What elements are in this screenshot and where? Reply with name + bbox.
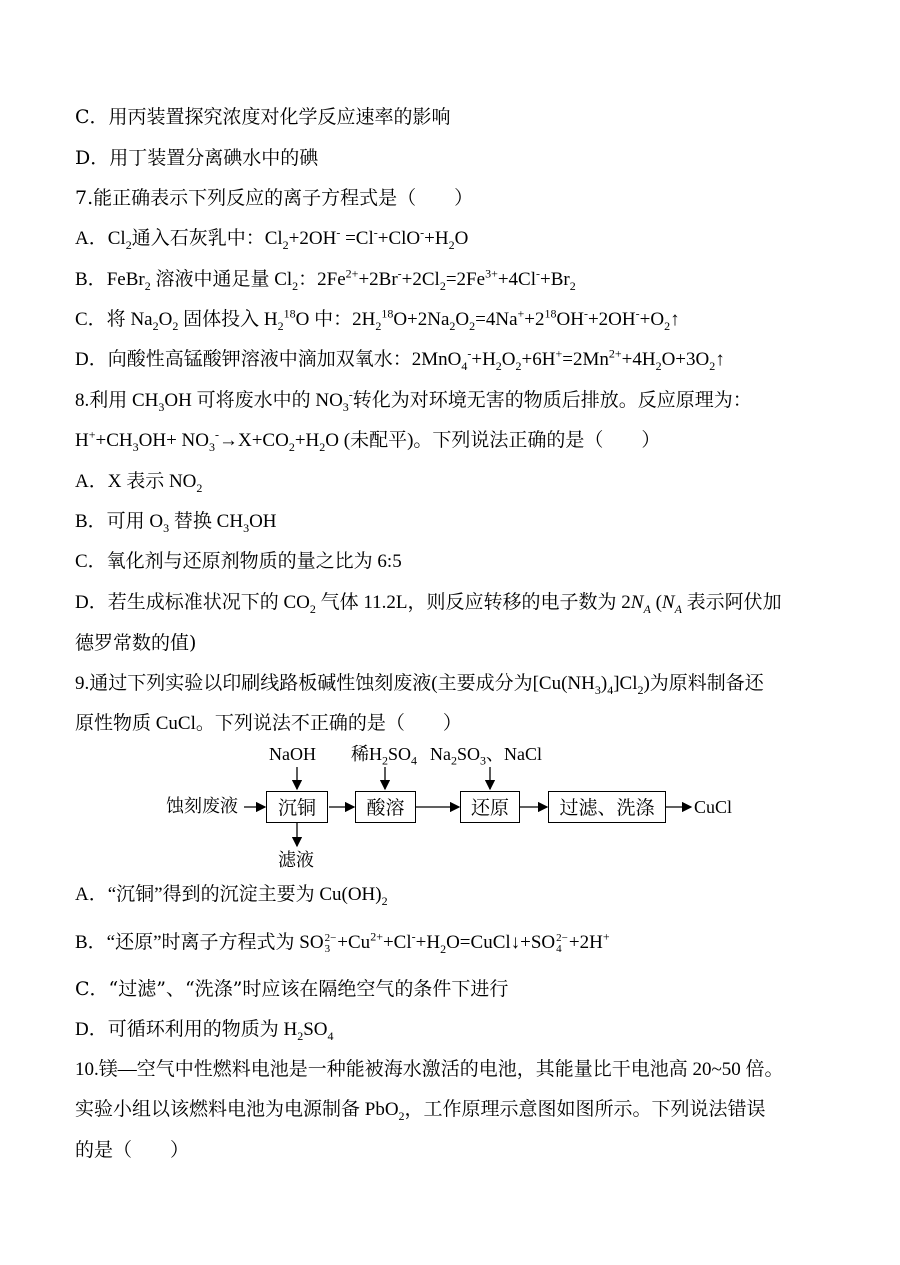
q7-option-b: B．FeBr$_2$ 溶液中通足量 $Cl_2$：$2Fe^{2+}+2Br^-+2Cl_2=2Fe^{3+}+4Cl^-+Br_2$ xyxy=(75,266,576,293)
flow-step-box-1: 沉铜 xyxy=(266,791,328,823)
q7-option-d: D．向酸性高锰酸钾溶液中滴加双氧水：$2MnO_4^-+H_2O_2+6H^+=2Mn^{2+}+4H_2O+3O_2↑$ xyxy=(75,346,725,373)
flow-step-box-4: 过滤、洗涤 xyxy=(548,791,666,823)
q8-option-b: B．可用 $O_3$ 替换 $CH_3OH$ xyxy=(75,511,277,535)
flow-reagent-3: $Na_2SO_3$、NaCl xyxy=(430,744,543,768)
flow-reagent-2: 稀$H_2SO_4$ xyxy=(351,744,418,768)
q9-option-c: C．“过滤”、“洗涤”时应该在隔绝空气的条件下进行 xyxy=(75,978,509,1000)
q10-stem-line2: 实验小组以该燃料电池为电源制备 PbO$_2$，工作原理示意图如图所示。下列说法错误 xyxy=(75,1099,766,1123)
q7-option-c: C．将 $Na_2O_2$ 固体投入 $H_2^{18}O$ 中：$2H_2^{18}O+2Na_2O_2=4Na^++2^{18}OH^-+2OH^-+O_2↑$ xyxy=(75,306,680,333)
q9-option-b: B．“还原”时离子方程式为 SO 2− 3 $+Cu^{2+}+Cl^-+H_2O=CuCl↓+SO$ 2− 4 +2H+ xyxy=(75,929,610,956)
flow-output-label: CuCl xyxy=(694,797,733,817)
q7-stem: 7.能正确表示下列反应的离子方程式是（ ） xyxy=(75,187,474,209)
q8-option-d-cont: 德罗常数的值) xyxy=(75,632,197,654)
q10-stem-line1: 10.镁—空气中性燃料电池是一种能被海水激活的电池，其能量比干电池高 20~50 倍。 xyxy=(75,1059,784,1080)
q9-stem-line2: 原性物质 CuCl。下列说法不正确的是（ ） xyxy=(75,713,462,734)
flow-input-label: 蚀刻废液 xyxy=(166,796,238,817)
q8-option-c: C．氧化剂与还原剂物质的量之比为 6:5 xyxy=(75,551,402,572)
flow-step-box-3: 还原 xyxy=(460,791,520,823)
q10-stem-line3: 的是（ ） xyxy=(75,1139,190,1161)
q9-option-d: D．可循环利用的物质为 $H_2SO_4$ xyxy=(75,1019,334,1043)
q6-option-c: C．用丙装置探究浓度对化学反应速率的影响 xyxy=(75,106,451,128)
q8-stem-line2: $H^++CH_3OH+ NO_3^-\to X+CO_2+H_2O$ (未配平)。下列说法正确的是（ ） xyxy=(75,427,661,454)
q8-stem-line1: 8.利用 $CH_3OH$ 可将废水中的 $NO_3^-$转化为对环境无害的物质后排放。反应原理为： xyxy=(75,387,752,414)
q9-stem-line1: 9.通过下列实验以印刷线路板碱性蚀刻废液(主要成分为$[Cu(NH_3)_4]Cl_2$)为原料制备还 xyxy=(75,673,764,697)
q9-option-a: A．“沉铜”得到的沉淀主要为 $Cu(OH)_2$ xyxy=(75,884,388,908)
q6-option-d: D．用丁装置分离碘水中的碘 xyxy=(75,147,319,169)
flow-reagent-1: NaOH xyxy=(269,744,316,764)
flow-step-box-2: 酸溶 xyxy=(355,791,416,823)
flow-byproduct-label: 滤液 xyxy=(278,850,314,871)
q8-option-d: D．若生成标准状况下的 $CO_2$ 气体 11.2L，则反应转移的电子数为 $2N_A$ ($N_A$ 表示阿伏加 xyxy=(75,592,782,616)
q8-option-a: A．X 表示 $NO_2$ xyxy=(75,471,203,495)
q7-option-a: A．$Cl_2$通入石灰乳中：$Cl_2+2OH^- =Cl^-+ClO^-+H_2O$ xyxy=(75,225,469,252)
